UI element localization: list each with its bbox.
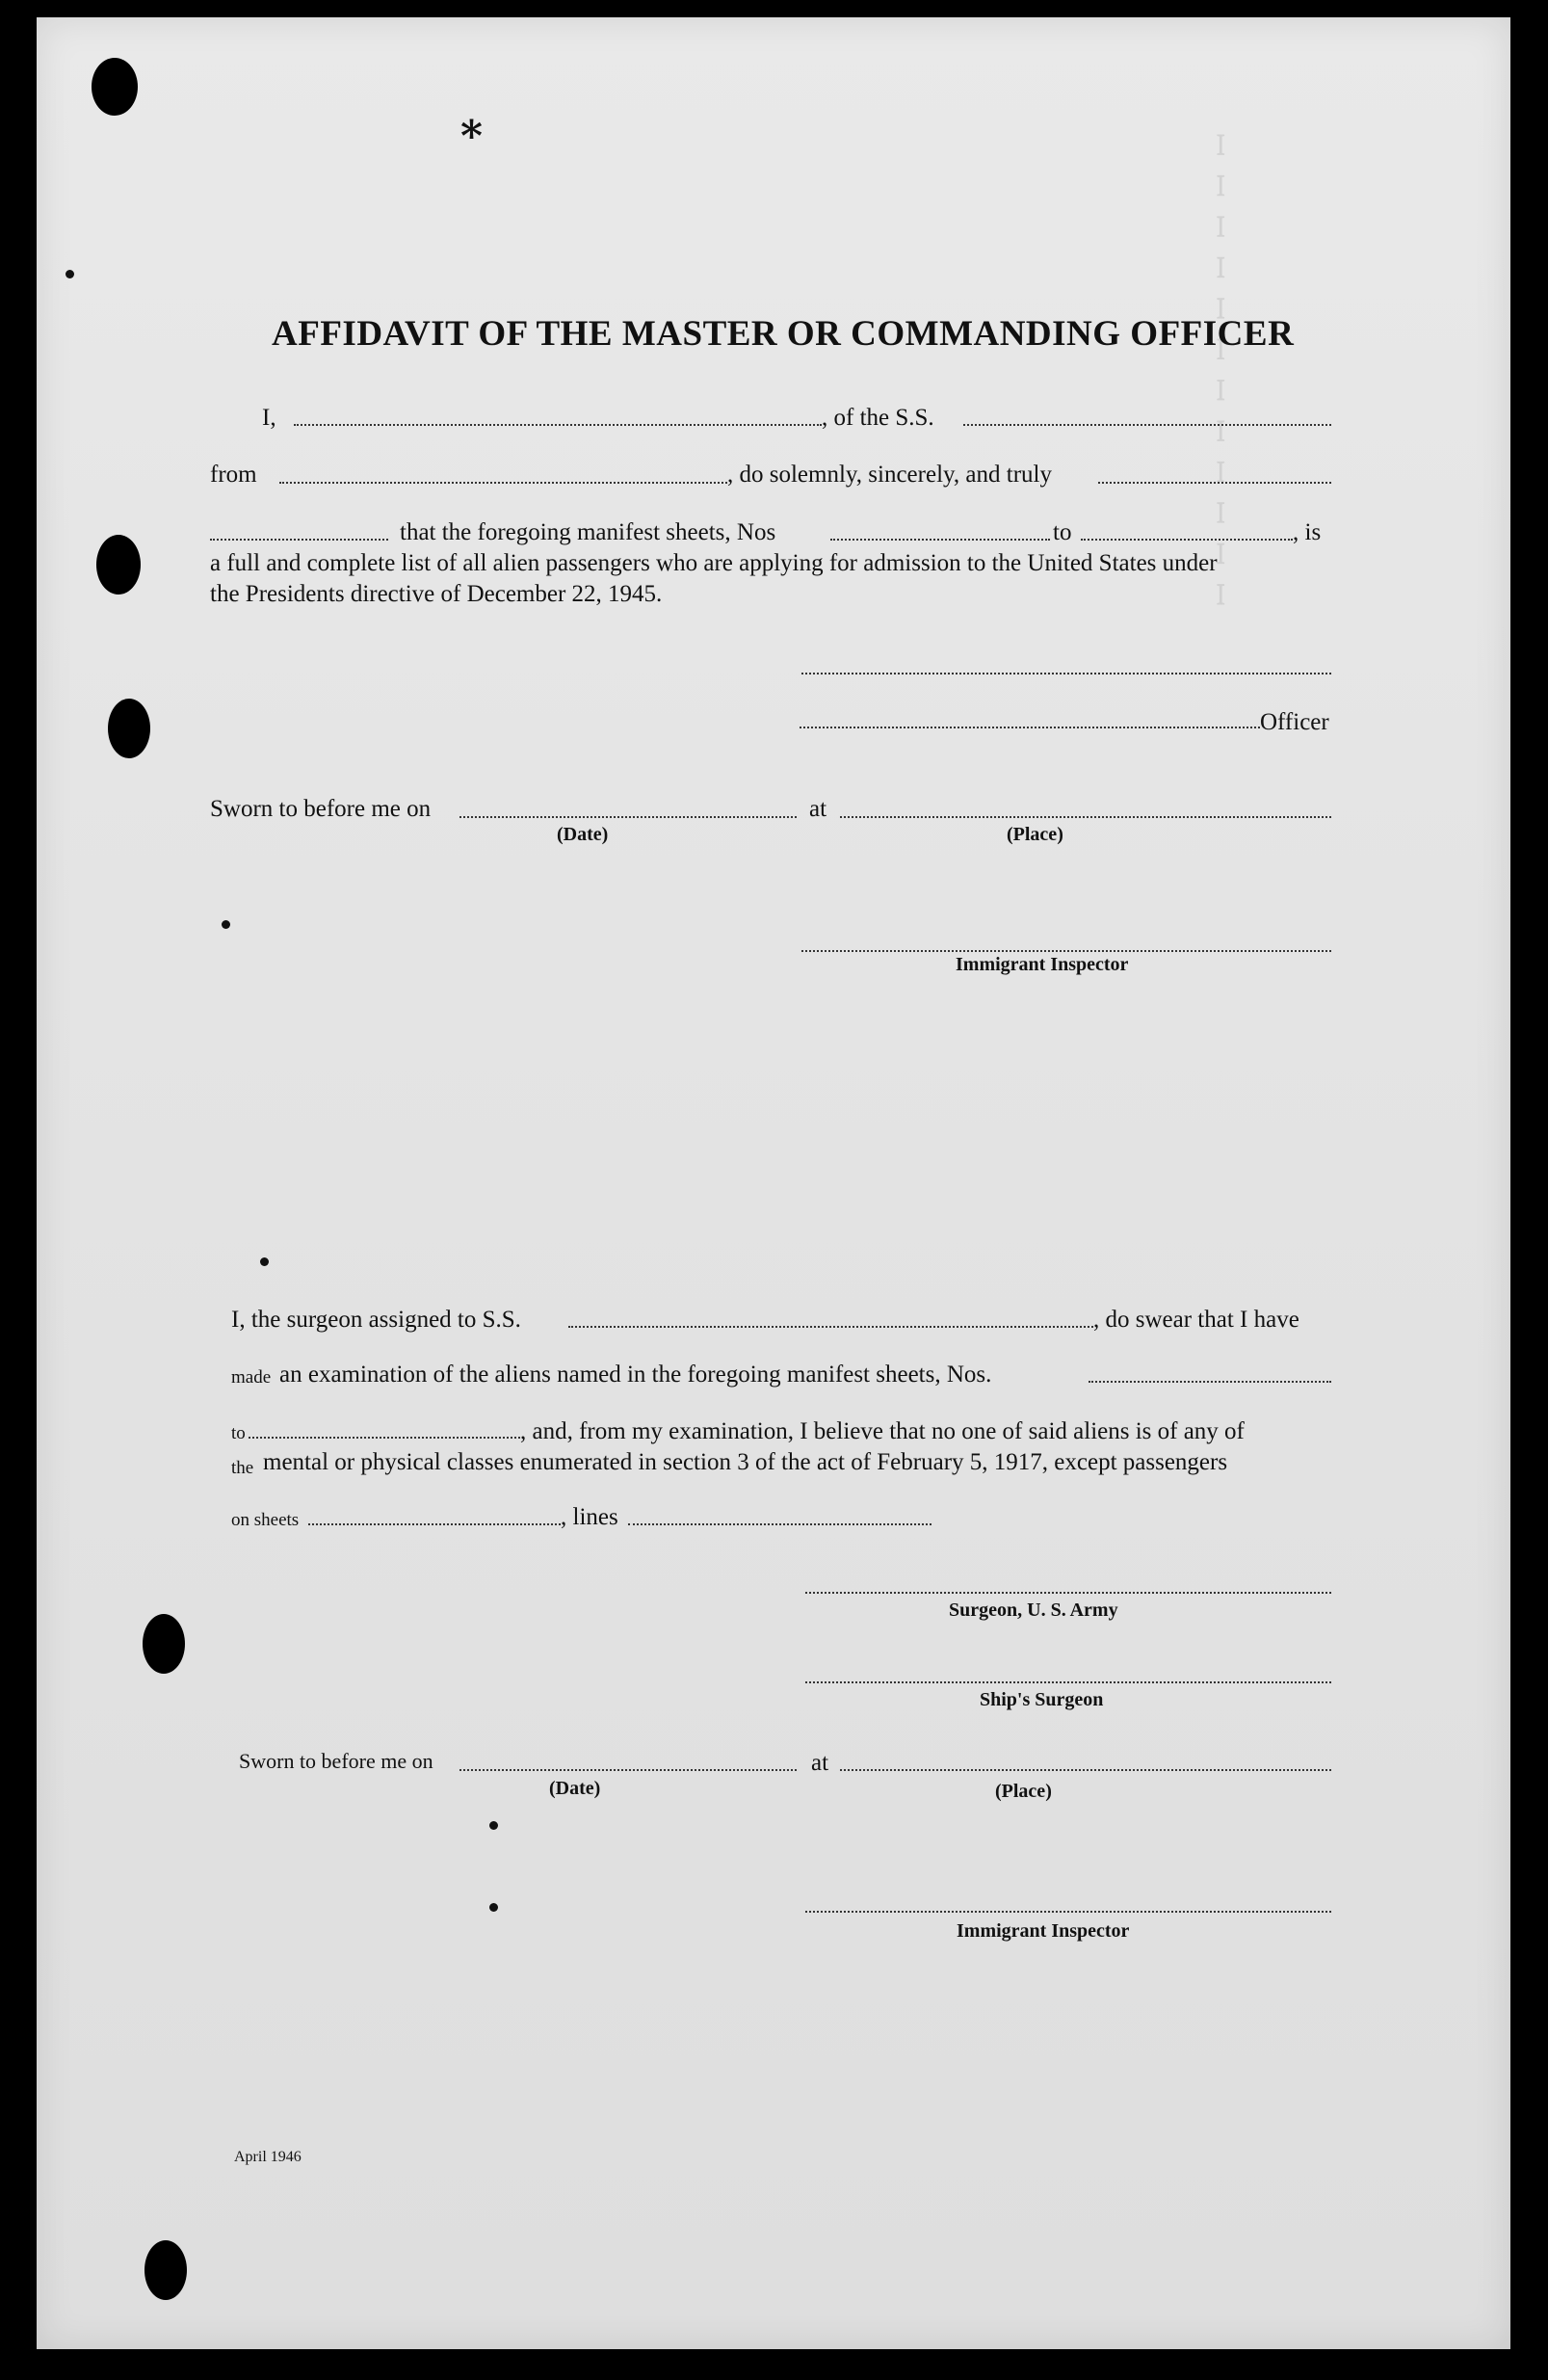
master-oath-field[interactable]: [210, 539, 388, 541]
master-from-field[interactable]: [279, 482, 727, 484]
surgeon-assigned-label: I, the surgeon assigned to S.S.: [231, 1307, 521, 1333]
punch-hole: [92, 58, 138, 116]
master-ss-label: , of the S.S.: [822, 405, 934, 431]
document-page: [37, 17, 1510, 2349]
punch-hole: [108, 699, 150, 758]
master-inspector-caption: Immigrant Inspector: [956, 954, 1129, 975]
master-inspector-signature-line[interactable]: [801, 950, 1331, 952]
surgeon-place-caption: (Place): [995, 1781, 1052, 1802]
surgeon-examination-statement: , and, from my examination, I believe that no one of said aliens is of any of: [520, 1418, 1245, 1444]
master-sworn-place-field[interactable]: [840, 816, 1331, 818]
master-ship-field[interactable]: [963, 424, 1331, 426]
master-place-caption: (Place): [1007, 824, 1063, 845]
surgeon-date-caption: (Date): [549, 1778, 601, 1799]
punch-hole: [144, 2240, 187, 2300]
master-foregoing-label: that the foregoing manifest sheets, Nos: [400, 519, 776, 545]
master-date-caption: (Date): [557, 824, 609, 845]
surgeon-examination-label: an examination of the aliens named in the foregoing manifest sheets, Nos.: [279, 1362, 992, 1388]
officer-label: Officer: [1260, 709, 1329, 735]
surgeon-lines-field[interactable]: [628, 1523, 931, 1525]
punch-hole: [96, 535, 141, 595]
surgeon-lines-label: , lines: [561, 1504, 618, 1530]
ink-speck: [66, 270, 74, 278]
army-surgeon-signature-line[interactable]: [805, 1592, 1331, 1594]
surgeon-made-label: made: [231, 1367, 272, 1388]
master-is-label: , is: [1293, 519, 1322, 545]
officer-signature-line[interactable]: [801, 673, 1331, 674]
surgeon-nos-from-field[interactable]: [1089, 1381, 1331, 1383]
surgeon-sheets-field[interactable]: [308, 1523, 561, 1525]
master-from-label: from: [210, 462, 257, 488]
page-title: AFFIDAVIT OF THE MASTER OR COMMANDING OFFICER: [272, 314, 1295, 354]
bleed-through-text: ꟷ ꟷ ꟷ ꟷ ꟷ ꟷ ꟷ ꟷ ꟷ ꟷ ꟷ ꟷ: [1200, 133, 1233, 607]
officer-signature-line-2[interactable]: [800, 727, 1260, 728]
surgeon-ship-field[interactable]: [568, 1326, 1093, 1328]
master-i-label: I,: [262, 405, 276, 431]
master-statement-line1: a full and complete list of all alien passengers who are applying for admission to the United States under: [210, 550, 1218, 576]
surgeon-nos-to-field[interactable]: [249, 1437, 520, 1439]
master-sworn-date-field[interactable]: [459, 816, 797, 818]
form-date-footer: April 1946: [234, 2149, 302, 2165]
pen-mark: ⁎: [460, 101, 484, 148]
ink-speck: [489, 1821, 498, 1830]
surgeon-sworn-place-field[interactable]: [840, 1769, 1331, 1771]
master-to-label: to: [1053, 519, 1072, 545]
ink-speck: [489, 1903, 498, 1912]
ink-speck: [222, 920, 230, 929]
surgeon-inspector-caption: Immigrant Inspector: [957, 1920, 1130, 1942]
army-surgeon-caption: Surgeon, U. S. Army: [949, 1600, 1118, 1621]
surgeon-the-label: the: [231, 1458, 254, 1478]
master-nos-to-field[interactable]: [1081, 539, 1293, 541]
ink-speck: [260, 1257, 269, 1266]
surgeon-sworn-label: Sworn to before me on: [239, 1749, 433, 1773]
surgeon-sworn-date-field[interactable]: [459, 1769, 797, 1771]
surgeon-sheets-label: on sheets: [231, 1510, 300, 1530]
master-solemnly-label: , do solemnly, sincerely, and truly: [727, 462, 1052, 488]
master-statement-line2: the Presidents directive of December 22, 1945.: [210, 581, 663, 607]
punch-hole: [143, 1614, 185, 1674]
surgeon-classes-statement: mental or physical classes enumerated in section 3 of the act of February 5, 1917, except passengers: [263, 1449, 1228, 1475]
master-truly-field[interactable]: [1098, 482, 1331, 484]
surgeon-swear-label: , do swear that I have: [1093, 1307, 1299, 1333]
ship-surgeon-caption: Ship's Surgeon: [980, 1689, 1104, 1710]
surgeon-at-label: at: [811, 1750, 829, 1776]
ship-surgeon-signature-line[interactable]: [805, 1681, 1331, 1683]
master-at-label: at: [809, 796, 827, 822]
surgeon-to-label: to: [231, 1423, 246, 1443]
master-sworn-label: Sworn to before me on: [210, 796, 432, 822]
master-nos-from-field[interactable]: [830, 539, 1050, 541]
surgeon-inspector-signature-line[interactable]: [805, 1911, 1331, 1913]
master-name-field[interactable]: [294, 424, 822, 426]
